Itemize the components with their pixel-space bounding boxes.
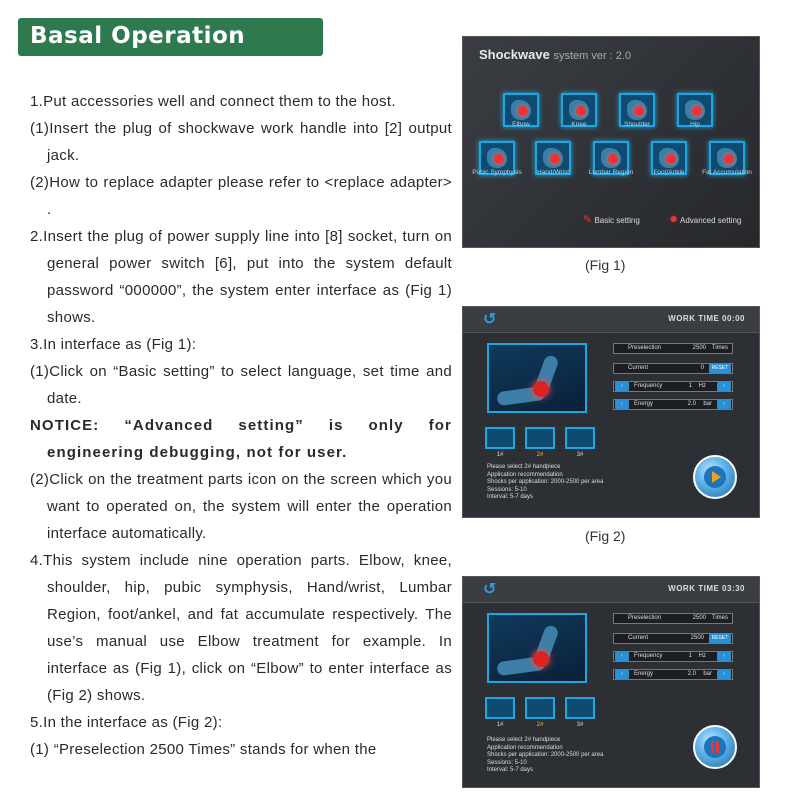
preselection-label: Preselection <box>628 615 662 621</box>
recommendation-info <box>487 737 603 775</box>
info-line: Please select 2# handpiece <box>487 464 561 470</box>
energy-label: Energy <box>634 671 654 677</box>
fig1-version: system ver : 2.0 <box>553 50 632 62</box>
part-label: Lumbar Region <box>588 169 634 176</box>
frequency-decrease-button[interactable]: ‹ <box>615 652 629 661</box>
fig1-caption: (Fig 1) <box>585 257 626 273</box>
start-button[interactable] <box>693 455 737 499</box>
handpiece-3-button[interactable] <box>565 697 595 719</box>
basic-setting-label: Basic setting <box>594 216 640 225</box>
step-1-2: (2)How to replace adapter please refer to <replace adapter> . <box>30 174 452 218</box>
energy-decrease-button[interactable]: ‹ <box>615 670 629 679</box>
handpiece-label: 2# <box>536 452 544 458</box>
handpiece-2-button[interactable] <box>525 697 555 719</box>
wrench-icon: ✎ <box>583 214 593 226</box>
fig2-topbar <box>463 307 760 333</box>
section-title: Basal Operation <box>30 23 246 49</box>
preselection-row <box>613 613 733 624</box>
preselection-row <box>613 343 733 354</box>
work-time: WORK TIME 00:00 <box>668 314 745 323</box>
back-icon[interactable]: ↺ <box>483 581 497 598</box>
part-label: Fat Accumulation <box>702 169 752 176</box>
fig2-caption: (Fig 2) <box>585 528 626 544</box>
current-label: Current <box>628 635 649 641</box>
energy-increase-button[interactable]: › <box>717 400 731 409</box>
current-row <box>613 633 733 644</box>
info-line: Sessions: 5-10 <box>487 486 527 493</box>
info-line: Application recommendation <box>487 744 563 751</box>
info-line: Sessions: 5-10 <box>487 759 527 766</box>
info-line: Shocks per application: 2000-2500 per area <box>487 479 604 485</box>
energy-unit: bar <box>703 401 712 407</box>
step-5: 5.In the interface as (Fig 2): <box>30 714 223 731</box>
frequency-increase-button[interactable]: › <box>717 652 731 661</box>
frequency-unit: Hz <box>698 653 706 659</box>
part-label: Knee <box>571 121 587 128</box>
handpiece-2-button[interactable] <box>525 427 555 449</box>
section-header <box>18 18 323 56</box>
energy-value: 2.0 <box>687 671 696 677</box>
basic-setting-button[interactable] <box>583 213 640 226</box>
part-label: Pubic Symphysis <box>472 169 522 176</box>
part-label: Elbow <box>512 121 530 128</box>
fig1-brand: Shockwave <box>479 47 550 62</box>
advanced-setting-label: Advanced setting <box>680 216 742 225</box>
preselection-unit: Times <box>711 615 728 621</box>
current-value: 0 <box>700 365 704 371</box>
frequency-increase-button[interactable]: › <box>717 382 731 391</box>
reset-button[interactable]: RESET <box>709 364 731 373</box>
energy-decrease-button[interactable]: ‹ <box>615 400 629 409</box>
gear-icon: ✹ <box>669 214 679 226</box>
handpiece-3-button[interactable] <box>565 427 595 449</box>
energy-value: 2.0 <box>687 401 696 407</box>
info-line: Interval: 5-7 days <box>487 767 534 773</box>
advanced-setting-button[interactable] <box>669 213 741 226</box>
fig1-title <box>479 47 631 62</box>
play-icon <box>712 471 721 483</box>
notice: NOTICE: “Advanced setting” is only for engineering debugging, not for user. <box>30 417 452 461</box>
handpiece-label: 3# <box>576 722 584 728</box>
recommendation-info <box>487 464 603 502</box>
part-label: Hand/Wrist <box>536 169 570 176</box>
instructions-text <box>30 88 452 763</box>
frequency-row <box>613 381 733 392</box>
current-label: Current <box>628 365 649 371</box>
handpiece-label: 2# <box>536 722 544 728</box>
info-line: Interval: 5-7 days <box>487 494 534 500</box>
frequency-value: 1 <box>688 653 692 659</box>
preselection-value: 2500 <box>692 345 706 351</box>
frequency-label: Frequency <box>634 653 663 659</box>
pause-icon <box>711 741 719 753</box>
fig2-screen <box>462 306 760 518</box>
frequency-value: 1 <box>688 383 692 389</box>
handpiece-label: 1# <box>496 722 504 728</box>
info-line: Shocks per application: 2000-2500 per area <box>487 752 604 758</box>
step-4: 4.This system include nine operation parts. Elbow, knee, shoulder, hip, pubic symphysis, Hand/wrist, Lumbar Region, foot/ankel, and fat accumulate respectively. The use’s manual use Elbow treatment for example. In interface as (Fig 1), click on “Elbow” to enter interface as (Fig 2) shows. <box>30 552 452 704</box>
energy-label: Energy <box>634 401 654 407</box>
frequency-label: Frequency <box>634 383 663 389</box>
step-3-2: (2)Click on the treatment parts icon on the screen which you want to operated on, the system will enter the operation interface automatically. <box>30 471 452 542</box>
part-label: Foot/Ankle <box>653 169 685 176</box>
fig1-screen <box>462 36 760 248</box>
reset-button[interactable]: RESET <box>709 634 731 643</box>
current-row <box>613 363 733 374</box>
part-label: Shoulder <box>623 121 651 128</box>
energy-row <box>613 669 733 680</box>
current-value: 2500 <box>690 635 704 641</box>
preselection-value: 2500 <box>692 615 706 621</box>
back-icon[interactable]: ↺ <box>483 311 497 328</box>
work-time: WORK TIME 03:30 <box>668 584 745 593</box>
info-line: Please select 2# handpiece <box>487 737 561 743</box>
elbow-image <box>487 343 587 413</box>
energy-increase-button[interactable]: › <box>717 670 731 679</box>
handpiece-label: 1# <box>496 452 504 458</box>
handpiece-label: 3# <box>576 452 584 458</box>
elbow-image <box>487 613 587 683</box>
step-2: 2.Insert the plug of power supply line into [8] socket, turn on general power switch [6], put into the system default password “000000”, the system enter interface as (Fig 1) shows. <box>30 228 452 326</box>
frequency-row <box>613 651 733 662</box>
fig3-screen <box>462 576 760 788</box>
part-label: Hip <box>690 121 700 128</box>
step-5-1: (1) “Preselection 2500 Times” stands for when the <box>30 741 377 758</box>
preselection-label: Preselection <box>628 345 662 351</box>
step-1-1: (1)Insert the plug of shockwave work handle into [2] output jack. <box>30 120 452 164</box>
step-3-1: (1)Click on “Basic setting” to select language, set time and date. <box>30 363 452 407</box>
handpiece-1-button[interactable] <box>485 697 515 719</box>
frequency-decrease-button[interactable]: ‹ <box>615 382 629 391</box>
info-line: Application recommendation <box>487 471 563 478</box>
step-3: 3.In interface as (Fig 1): <box>30 336 197 353</box>
energy-unit: bar <box>703 671 712 677</box>
frequency-unit: Hz <box>698 383 706 389</box>
fig3-topbar <box>463 577 760 603</box>
pause-button[interactable] <box>693 725 737 769</box>
handpiece-1-button[interactable] <box>485 427 515 449</box>
step-1: 1.Put accessories well and connect them to the host. <box>30 93 396 110</box>
energy-row <box>613 399 733 410</box>
preselection-unit: Times <box>711 345 728 351</box>
